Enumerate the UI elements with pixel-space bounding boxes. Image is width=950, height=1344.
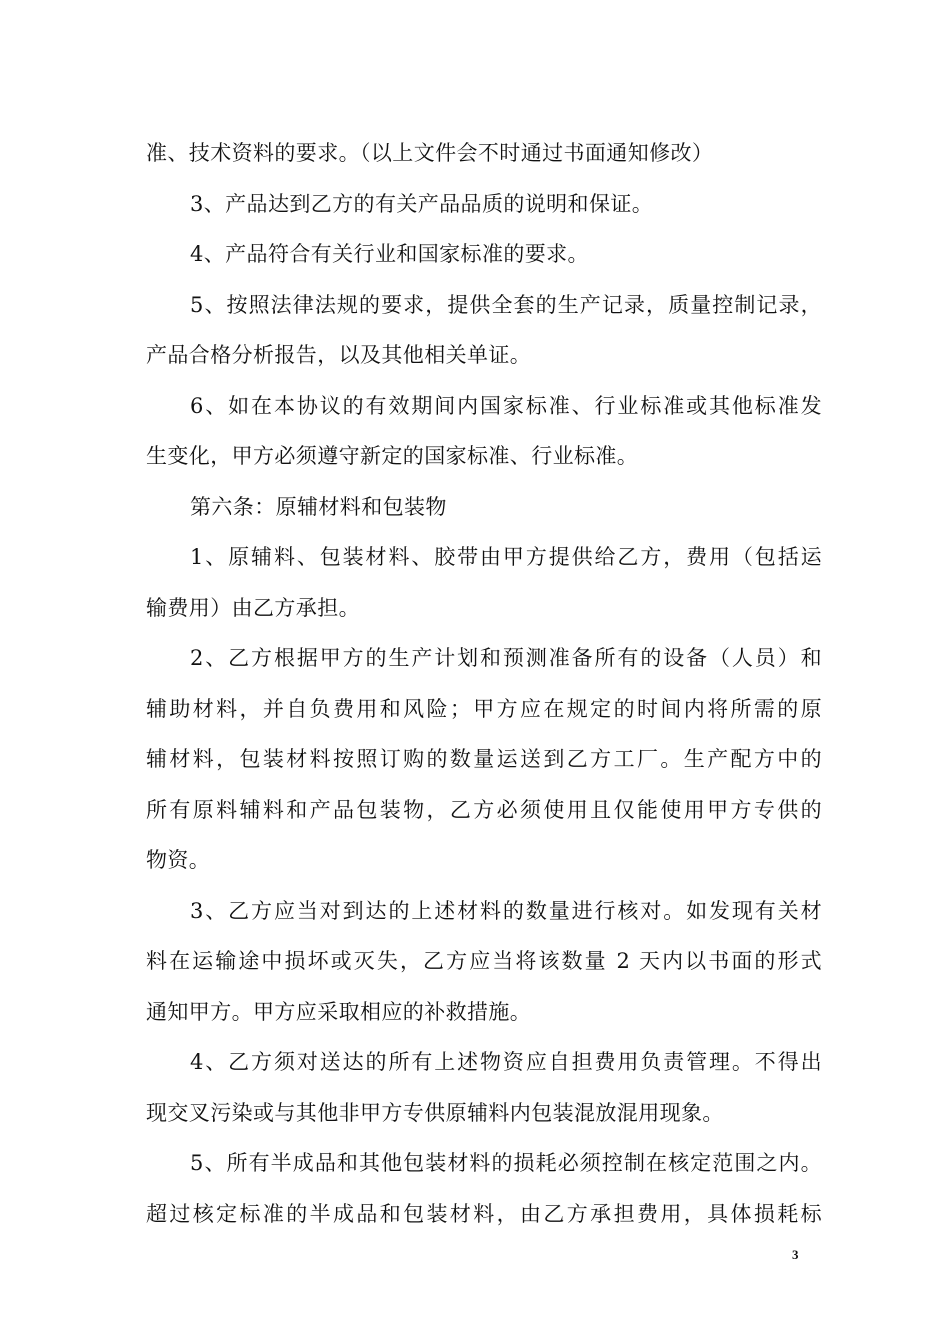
text-line: 3、产品达到乙方的有关产品品质的说明和保证。 <box>190 191 654 216</box>
text-line: 1、原辅料、包装材料、胶带由甲方提供给乙方，费用（包括运 <box>190 545 822 569</box>
text-line: 5、按照法律法规的要求，提供全套的生产记录，质量控制记录， <box>190 292 822 317</box>
page-number: 3 <box>792 1247 799 1262</box>
text-line: 3、乙方应当对到达的上述材料的数量进行核对。如发现有关材 <box>190 898 822 923</box>
text-line: 输费用）由乙方承担。 <box>146 595 360 620</box>
text-line: 物资。 <box>146 848 211 872</box>
text-line: 现交叉污染或与其他非甲方专供原辅料内包装混放混用现象。 <box>146 1100 724 1125</box>
text-line: 6、如在本协议的有效期间内国家标准、行业标准或其他标准发 <box>190 393 822 418</box>
text-line: 产品合格分析报告，以及其他相关单证。 <box>146 343 532 367</box>
text-line: 辅助材料，并自负费用和风险；甲方应在规定的时间内将所需的原 <box>146 696 822 721</box>
text-line: 通知甲方。甲方应采取相应的补救措施。 <box>146 999 532 1024</box>
text-line: 辅材料，包装材料按照订购的数量运送到乙方工厂。生产配方中的 <box>146 747 822 771</box>
document-body <box>146 128 822 1239</box>
text-line: 4、产品符合有关行业和国家标准的要求。 <box>190 242 589 266</box>
text-line: 超过核定标准的半成品和包装材料，由乙方承担费用，具体损耗标 <box>146 1201 822 1226</box>
section-heading: 第六条：原辅材料和包装物 <box>190 494 447 519</box>
text-line: 准、技术资料的要求。（以上文件会不时通过书面通知修改） <box>146 141 714 165</box>
text-line: 5、所有半成品和其他包装材料的损耗必须控制在核定范围之内。 <box>190 1151 822 1175</box>
text-line: 4、乙方须对送达的所有上述物资应自担费用负责管理。不得出 <box>190 1050 822 1074</box>
text-line: 生变化，甲方必须遵守新定的国家标准、行业标准。 <box>146 444 639 468</box>
text-line: 料在运输途中损坏或灭失，乙方应当将该数量 2 天内以书面的形式 <box>146 949 822 973</box>
text-line: 2、乙方根据甲方的生产计划和预测准备所有的设备（人员）和 <box>190 646 822 670</box>
text-line: 所有原料辅料和产品包装物，乙方必须使用且仅能使用甲方专供的 <box>146 797 822 822</box>
